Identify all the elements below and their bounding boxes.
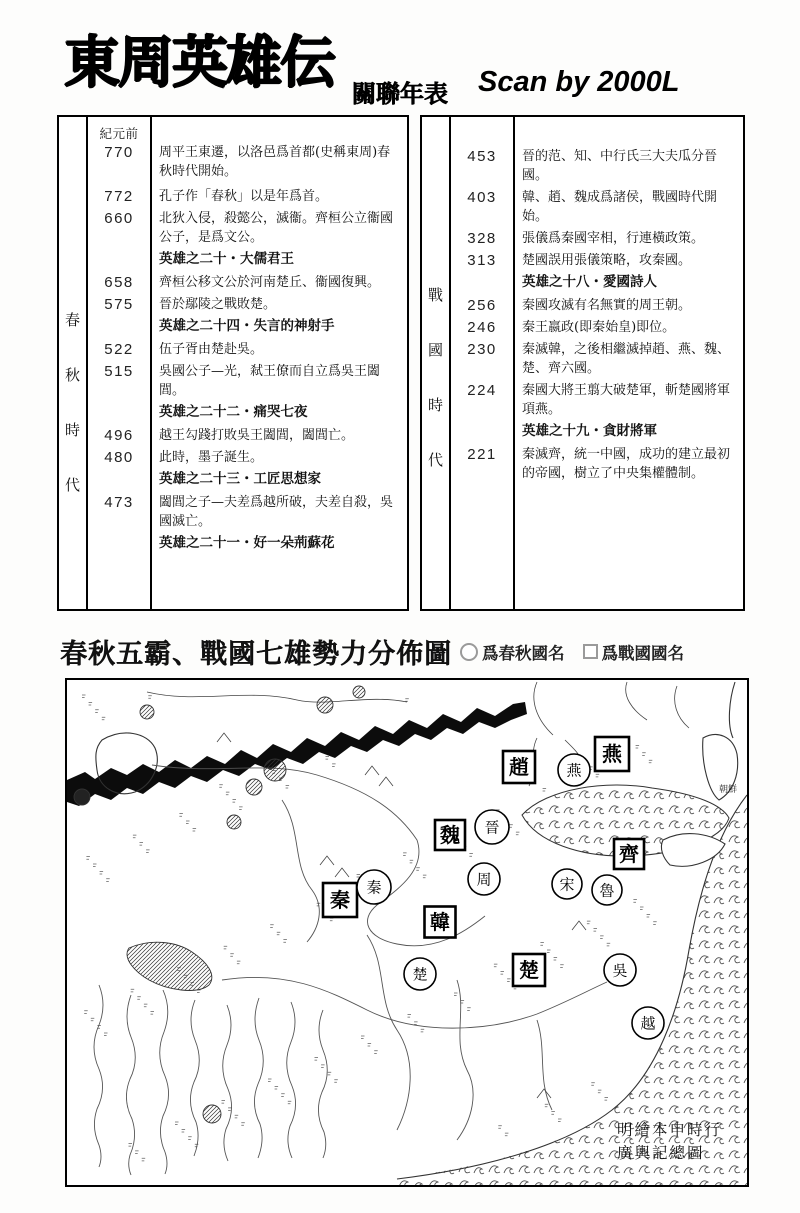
year-cell <box>88 250 150 269</box>
state-name-label: 楚 <box>412 965 428 984</box>
era-char: 國 <box>427 341 443 359</box>
timeline-row <box>88 187 407 206</box>
year-cell: 230 <box>467 341 497 358</box>
warring-states-table-body <box>451 117 743 609</box>
hero-title-row <box>451 422 743 441</box>
timeline-row <box>451 251 743 270</box>
year-cell: 256 <box>467 297 497 314</box>
year-cell <box>88 317 150 336</box>
hero-title-text: 英雄之二十三・工匠思想家 <box>159 471 321 487</box>
era-char: 秋 <box>64 366 80 384</box>
hero-title-text: 英雄之十八・愛國詩人 <box>522 274 657 290</box>
map-title: 春秋五霸、戰國七雄勢力分佈圖 <box>60 639 452 670</box>
timeline-row <box>88 362 407 400</box>
timeline-row <box>451 188 743 226</box>
event-text: 秦滅齊，統一中國，成功的建立最初的帝國，樹立了中央集權體制。 <box>522 447 731 481</box>
year-cell: 403 <box>467 189 497 206</box>
event-text: 晉的范、知、中行氏三大夫瓜分晉國。 <box>522 149 718 183</box>
era-char: 代 <box>427 451 443 469</box>
era-label-warring-states <box>422 117 451 609</box>
square-legend-label: 爲戰國國名 <box>601 643 684 663</box>
state-name-label: 晉 <box>484 818 500 837</box>
map-heading <box>60 632 760 671</box>
timeline-row <box>88 273 407 292</box>
timeline-row <box>88 448 407 467</box>
state-name-label: 秦 <box>366 878 382 897</box>
state-name-label: 吳 <box>612 961 628 980</box>
map-label-korea: 朝鮮 <box>719 785 738 795</box>
year-cell: 221 <box>467 446 497 463</box>
antique-map-art <box>67 680 747 1185</box>
year-cell: 575 <box>104 296 134 313</box>
square-legend-icon <box>583 644 598 659</box>
event-text: 齊桓公移文公於河南楚丘、衞國復興。 <box>159 275 381 290</box>
event-text: 韓、趙、魏成爲諸侯，戰國時代開始。 <box>522 190 718 224</box>
state-name-label: 周 <box>476 870 492 889</box>
circle-legend-icon <box>460 643 478 661</box>
map-caption-line1: 明繪本申時行 <box>617 1121 723 1139</box>
year-cell: 660 <box>104 210 134 227</box>
state-name-label: 燕 <box>566 761 582 780</box>
era-char: 代 <box>64 476 80 494</box>
event-text: 越王勾踐打敗吳王闔閭，闔閭亡。 <box>159 428 355 443</box>
hero-title-text: 英雄之二十・大儒君王 <box>159 251 294 267</box>
map-legend <box>460 640 684 664</box>
hero-title-row <box>88 317 407 336</box>
era-char: 時 <box>64 421 80 439</box>
event-text: 吳國公子—光，弒王僚而自立爲吳王闔閭。 <box>159 364 381 398</box>
hero-title-text: 英雄之二十一・好一朵荊蘇花 <box>159 535 335 551</box>
timeline-row <box>451 340 743 378</box>
event-text: 秦滅韓，之後相繼滅掉趙、燕、魏、楚、齊六國。 <box>522 342 731 376</box>
era-char: 戰 <box>427 286 443 304</box>
era-char: 春 <box>64 311 80 329</box>
book-title-logo: 東周英雄伝 <box>64 31 334 96</box>
timeline-row <box>88 493 407 531</box>
hero-title-text: 英雄之二十二・痛哭七夜 <box>159 404 308 420</box>
hero-title-row <box>88 470 407 489</box>
state-name-label: 秦 <box>330 888 350 913</box>
timeline-row <box>451 147 743 185</box>
year-cell: 473 <box>104 494 134 511</box>
year-cell: 770 <box>104 144 134 161</box>
state-name-label: 楚 <box>519 958 539 983</box>
year-cell: 772 <box>104 188 134 205</box>
state-name-label: 宋 <box>559 875 575 894</box>
bce-column-header: 紀元前 <box>99 126 139 141</box>
state-name-label: 趙 <box>509 755 529 780</box>
state-name-label: 越 <box>640 1014 656 1033</box>
timeline-row <box>88 426 407 445</box>
event-text: 張儀爲秦國宰相，行連橫政策。 <box>522 231 705 246</box>
state-name-label: 齊 <box>619 842 639 867</box>
timeline-row <box>451 229 743 248</box>
event-text: 秦國攻滅有名無實的周王朝。 <box>522 298 692 313</box>
timeline-row <box>88 295 407 314</box>
warring-states-timeline-table <box>420 115 745 611</box>
year-cell: 246 <box>467 319 497 336</box>
state-name-label: 魏 <box>440 823 460 848</box>
event-text: 此時，墨子誕生。 <box>159 450 264 465</box>
year-cell: 313 <box>467 252 497 269</box>
timeline-row <box>88 143 407 181</box>
year-cell: 515 <box>104 363 134 380</box>
spring-autumn-table-body <box>88 117 407 609</box>
year-cell <box>88 470 150 489</box>
event-text: 孔子作「春秋」以是年爲首。 <box>159 189 329 204</box>
historical-map <box>65 678 749 1187</box>
timeline-row <box>88 340 407 359</box>
event-text: 秦國大將王翦大破楚軍，斬楚國將軍項燕。 <box>522 383 731 417</box>
hero-title-row <box>88 534 407 553</box>
chronology-subtitle: 關聯年表 <box>352 80 448 108</box>
year-cell <box>88 403 150 422</box>
state-name-label: 魯 <box>599 881 615 900</box>
timeline-row <box>88 209 407 247</box>
hero-title-row <box>451 273 743 292</box>
map-caption-line2: 廣輿記總圖 <box>617 1144 705 1162</box>
hero-title-text: 英雄之二十四・失言的神射手 <box>159 318 335 334</box>
year-cell <box>451 422 513 441</box>
event-text: 楚國誤用張儀策略，攻秦國。 <box>522 253 692 268</box>
timeline-row <box>451 381 743 419</box>
event-text: 北狄入侵，殺懿公，滅衞。齊桓公立衞國公子，是爲文公。 <box>159 211 394 245</box>
hero-title-text: 英雄之十九・貪財將軍 <box>522 423 657 439</box>
era-label-spring-autumn <box>59 117 88 609</box>
year-cell: 522 <box>104 341 134 358</box>
state-name-label: 燕 <box>602 742 622 767</box>
circle-legend-label: 爲春秋國名 <box>482 643 565 663</box>
scan-credit: Scan by 2000L <box>478 66 680 98</box>
year-cell <box>88 534 150 553</box>
hero-title-row <box>88 250 407 269</box>
event-text: 秦王嬴政(即秦始皇)即位。 <box>522 320 676 335</box>
timeline-row <box>451 318 743 337</box>
spring-autumn-timeline-table <box>57 115 409 611</box>
year-cell: 224 <box>467 382 497 399</box>
timeline-row <box>451 445 743 483</box>
event-text: 闔閭之子—夫差爲越所破，夫差自殺，吳國滅亡。 <box>159 495 394 529</box>
era-char: 時 <box>427 396 443 414</box>
state-name-label: 韓 <box>430 910 450 935</box>
timeline-row <box>451 296 743 315</box>
event-text: 伍子胥由楚赴吳。 <box>159 342 264 357</box>
year-cell: 658 <box>104 274 134 291</box>
year-cell <box>451 273 513 292</box>
year-cell: 496 <box>104 427 134 444</box>
year-cell: 480 <box>104 449 134 466</box>
warring-states-rows <box>451 121 743 483</box>
event-text: 晉於鄢陵之戰敗楚。 <box>159 297 277 312</box>
spring-autumn-rows <box>88 143 407 553</box>
hero-title-row <box>88 403 407 422</box>
year-cell: 328 <box>467 230 497 247</box>
year-cell: 453 <box>467 148 497 165</box>
event-text: 周平王東遷，以洛邑爲首都(史稱東周)春秋時代開始。 <box>159 145 391 179</box>
